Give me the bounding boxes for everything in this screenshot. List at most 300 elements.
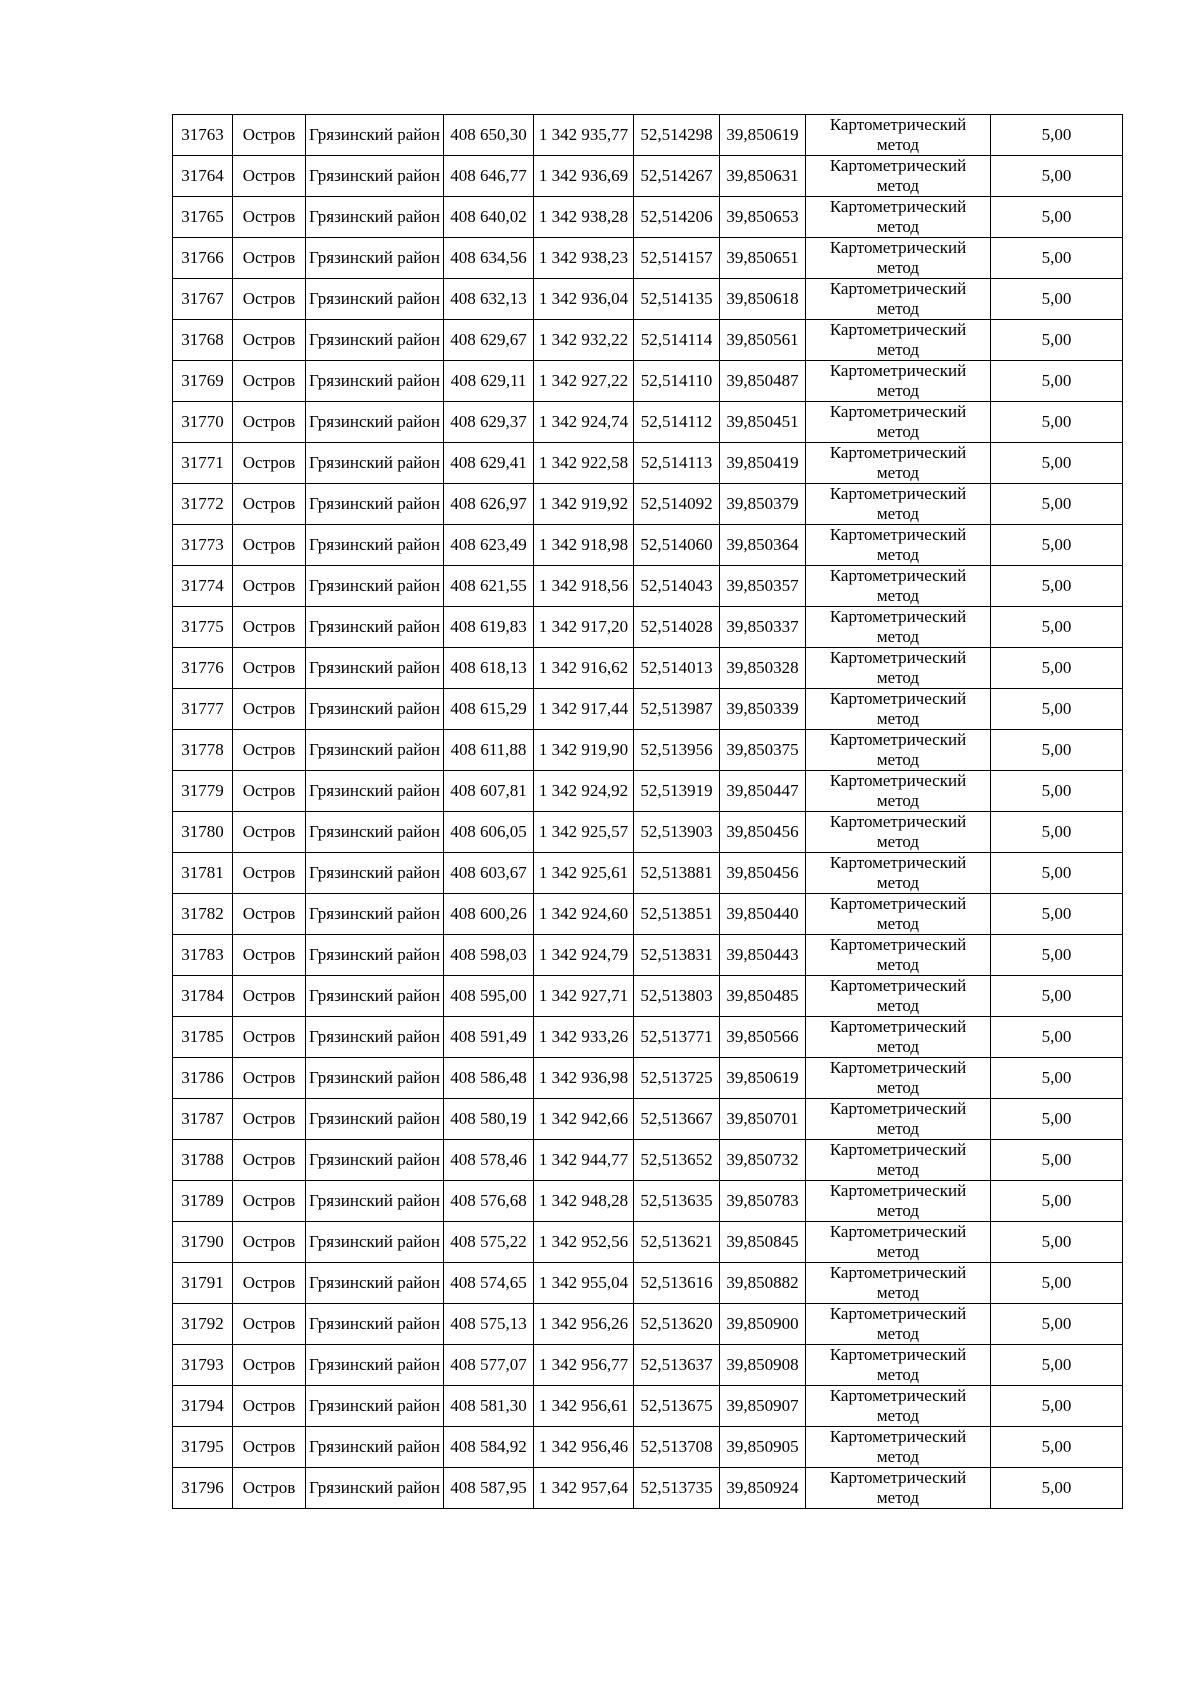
- latitude-cell: 52,514298: [634, 115, 720, 156]
- latitude-cell: 52,514028: [634, 607, 720, 648]
- accuracy-cell: 5,00: [991, 730, 1123, 771]
- table-row: [173, 976, 1123, 1017]
- district-cell: Грязинский район: [306, 279, 444, 320]
- coord-y-cell: 1 342 933,26: [534, 1017, 634, 1058]
- coord-x-cell: 408 618,13: [444, 648, 534, 689]
- point-number-cell: 31771: [173, 443, 233, 484]
- accuracy-cell: 5,00: [991, 238, 1123, 279]
- district-cell: Грязинский район: [306, 1222, 444, 1263]
- table-row: [173, 1058, 1123, 1099]
- accuracy-cell: 5,00: [991, 689, 1123, 730]
- table-row: [173, 689, 1123, 730]
- point-number-cell: 31773: [173, 525, 233, 566]
- latitude-cell: 52,513987: [634, 689, 720, 730]
- method-cell: Картометрический метод: [806, 1099, 991, 1140]
- method-cell: Картометрический метод: [806, 1427, 991, 1468]
- latitude-cell: 52,514114: [634, 320, 720, 361]
- longitude-cell: 39,850618: [720, 279, 806, 320]
- table-row: [173, 156, 1123, 197]
- longitude-cell: 39,850907: [720, 1386, 806, 1427]
- longitude-cell: 39,850653: [720, 197, 806, 238]
- point-number-cell: 31793: [173, 1345, 233, 1386]
- accuracy-cell: 5,00: [991, 566, 1123, 607]
- latitude-cell: 52,514157: [634, 238, 720, 279]
- method-cell: Картометрический метод: [806, 1140, 991, 1181]
- accuracy-cell: 5,00: [991, 1058, 1123, 1099]
- longitude-cell: 39,850561: [720, 320, 806, 361]
- point-number-cell: 31792: [173, 1304, 233, 1345]
- point-number-cell: 31783: [173, 935, 233, 976]
- accuracy-cell: 5,00: [991, 361, 1123, 402]
- point-number-cell: 31790: [173, 1222, 233, 1263]
- table-row: [173, 320, 1123, 361]
- coord-y-cell: 1 342 925,57: [534, 812, 634, 853]
- coord-x-cell: 408 591,49: [444, 1017, 534, 1058]
- district-cell: Грязинский район: [306, 976, 444, 1017]
- method-cell: Картометрический метод: [806, 1181, 991, 1222]
- table-row: [173, 1427, 1123, 1468]
- object-name-cell: Остров: [233, 443, 306, 484]
- district-cell: Грязинский район: [306, 525, 444, 566]
- object-name-cell: Остров: [233, 115, 306, 156]
- object-name-cell: Остров: [233, 525, 306, 566]
- longitude-cell: 39,850357: [720, 566, 806, 607]
- accuracy-cell: 5,00: [991, 484, 1123, 525]
- latitude-cell: 52,513771: [634, 1017, 720, 1058]
- object-name-cell: Остров: [233, 279, 306, 320]
- coord-y-cell: 1 342 932,22: [534, 320, 634, 361]
- object-name-cell: Остров: [233, 1017, 306, 1058]
- coordinates-table: [172, 114, 1123, 1509]
- coord-y-cell: 1 342 922,58: [534, 443, 634, 484]
- point-number-cell: 31774: [173, 566, 233, 607]
- method-cell: Картометрический метод: [806, 976, 991, 1017]
- accuracy-cell: 5,00: [991, 607, 1123, 648]
- latitude-cell: 52,513725: [634, 1058, 720, 1099]
- coord-x-cell: 408 632,13: [444, 279, 534, 320]
- coord-x-cell: 408 600,26: [444, 894, 534, 935]
- method-cell: Картометрический метод: [806, 1017, 991, 1058]
- accuracy-cell: 5,00: [991, 1099, 1123, 1140]
- longitude-cell: 39,850419: [720, 443, 806, 484]
- coord-x-cell: 408 598,03: [444, 935, 534, 976]
- object-name-cell: Остров: [233, 1058, 306, 1099]
- accuracy-cell: 5,00: [991, 1304, 1123, 1345]
- table-body: [173, 115, 1123, 1509]
- table-row: [173, 1468, 1123, 1509]
- coord-y-cell: 1 342 942,66: [534, 1099, 634, 1140]
- method-cell: Картометрический метод: [806, 689, 991, 730]
- table-row: [173, 771, 1123, 812]
- method-cell: Картометрический метод: [806, 320, 991, 361]
- table-row: [173, 1263, 1123, 1304]
- longitude-cell: 39,850905: [720, 1427, 806, 1468]
- object-name-cell: Остров: [233, 1140, 306, 1181]
- accuracy-cell: 5,00: [991, 402, 1123, 443]
- district-cell: Грязинский район: [306, 1427, 444, 1468]
- coord-x-cell: 408 629,41: [444, 443, 534, 484]
- object-name-cell: Остров: [233, 361, 306, 402]
- latitude-cell: 52,513735: [634, 1468, 720, 1509]
- coord-x-cell: 408 629,37: [444, 402, 534, 443]
- method-cell: Картометрический метод: [806, 525, 991, 566]
- longitude-cell: 39,850908: [720, 1345, 806, 1386]
- table-row: [173, 1181, 1123, 1222]
- district-cell: Грязинский район: [306, 853, 444, 894]
- method-cell: Картометрический метод: [806, 443, 991, 484]
- latitude-cell: 52,514112: [634, 402, 720, 443]
- coord-y-cell: 1 342 944,77: [534, 1140, 634, 1181]
- coord-x-cell: 408 606,05: [444, 812, 534, 853]
- coord-y-cell: 1 342 936,04: [534, 279, 634, 320]
- point-number-cell: 31769: [173, 361, 233, 402]
- coord-x-cell: 408 575,22: [444, 1222, 534, 1263]
- latitude-cell: 52,514113: [634, 443, 720, 484]
- coord-x-cell: 408 619,83: [444, 607, 534, 648]
- district-cell: Грязинский район: [306, 115, 444, 156]
- object-name-cell: Остров: [233, 1304, 306, 1345]
- point-number-cell: 31767: [173, 279, 233, 320]
- point-number-cell: 31795: [173, 1427, 233, 1468]
- table-row: [173, 648, 1123, 689]
- district-cell: Грязинский район: [306, 1263, 444, 1304]
- method-cell: Картометрический метод: [806, 238, 991, 279]
- accuracy-cell: 5,00: [991, 443, 1123, 484]
- method-cell: Картометрический метод: [806, 279, 991, 320]
- coord-y-cell: 1 342 924,92: [534, 771, 634, 812]
- coord-x-cell: 408 623,49: [444, 525, 534, 566]
- table-row: [173, 1345, 1123, 1386]
- district-cell: Грязинский район: [306, 771, 444, 812]
- coord-y-cell: 1 342 936,98: [534, 1058, 634, 1099]
- point-number-cell: 31779: [173, 771, 233, 812]
- table-row: [173, 361, 1123, 402]
- longitude-cell: 39,850783: [720, 1181, 806, 1222]
- method-cell: Картометрический метод: [806, 1468, 991, 1509]
- district-cell: Грязинский район: [306, 935, 444, 976]
- method-cell: Картометрический метод: [806, 1345, 991, 1386]
- object-name-cell: Остров: [233, 566, 306, 607]
- longitude-cell: 39,850456: [720, 812, 806, 853]
- longitude-cell: 39,850337: [720, 607, 806, 648]
- accuracy-cell: 5,00: [991, 894, 1123, 935]
- method-cell: Картометрический метод: [806, 156, 991, 197]
- district-cell: Грязинский район: [306, 1181, 444, 1222]
- point-number-cell: 31787: [173, 1099, 233, 1140]
- district-cell: Грязинский район: [306, 1304, 444, 1345]
- accuracy-cell: 5,00: [991, 320, 1123, 361]
- latitude-cell: 52,514013: [634, 648, 720, 689]
- coord-x-cell: 408 575,13: [444, 1304, 534, 1345]
- coord-y-cell: 1 342 925,61: [534, 853, 634, 894]
- coord-y-cell: 1 342 918,98: [534, 525, 634, 566]
- coord-x-cell: 408 626,97: [444, 484, 534, 525]
- object-name-cell: Остров: [233, 1222, 306, 1263]
- district-cell: Грязинский район: [306, 1140, 444, 1181]
- coord-x-cell: 408 629,11: [444, 361, 534, 402]
- point-number-cell: 31768: [173, 320, 233, 361]
- table-row: [173, 238, 1123, 279]
- coord-x-cell: 408 580,19: [444, 1099, 534, 1140]
- coord-y-cell: 1 342 927,22: [534, 361, 634, 402]
- coord-x-cell: 408 611,88: [444, 730, 534, 771]
- method-cell: Картометрический метод: [806, 648, 991, 689]
- district-cell: Грязинский район: [306, 402, 444, 443]
- coord-y-cell: 1 342 919,90: [534, 730, 634, 771]
- district-cell: Грязинский район: [306, 607, 444, 648]
- district-cell: Грязинский район: [306, 689, 444, 730]
- object-name-cell: Остров: [233, 812, 306, 853]
- point-number-cell: 31766: [173, 238, 233, 279]
- object-name-cell: Остров: [233, 689, 306, 730]
- method-cell: Картометрический метод: [806, 1058, 991, 1099]
- accuracy-cell: 5,00: [991, 976, 1123, 1017]
- coord-x-cell: 408 629,67: [444, 320, 534, 361]
- coord-x-cell: 408 581,30: [444, 1386, 534, 1427]
- method-cell: Картометрический метод: [806, 115, 991, 156]
- table-row: [173, 197, 1123, 238]
- method-cell: Картометрический метод: [806, 402, 991, 443]
- latitude-cell: 52,514110: [634, 361, 720, 402]
- district-cell: Грязинский район: [306, 566, 444, 607]
- longitude-cell: 39,850487: [720, 361, 806, 402]
- coord-y-cell: 1 342 957,64: [534, 1468, 634, 1509]
- point-number-cell: 31765: [173, 197, 233, 238]
- table-row: [173, 525, 1123, 566]
- accuracy-cell: 5,00: [991, 197, 1123, 238]
- accuracy-cell: 5,00: [991, 812, 1123, 853]
- district-cell: Грязинский район: [306, 1017, 444, 1058]
- coord-y-cell: 1 342 948,28: [534, 1181, 634, 1222]
- longitude-cell: 39,850732: [720, 1140, 806, 1181]
- longitude-cell: 39,850364: [720, 525, 806, 566]
- table-row: [173, 402, 1123, 443]
- method-cell: Картометрический метод: [806, 771, 991, 812]
- method-cell: Картометрический метод: [806, 730, 991, 771]
- point-number-cell: 31772: [173, 484, 233, 525]
- latitude-cell: 52,513919: [634, 771, 720, 812]
- table-row: [173, 935, 1123, 976]
- coord-y-cell: 1 342 956,26: [534, 1304, 634, 1345]
- longitude-cell: 39,850619: [720, 115, 806, 156]
- coord-y-cell: 1 342 917,20: [534, 607, 634, 648]
- accuracy-cell: 5,00: [991, 115, 1123, 156]
- longitude-cell: 39,850566: [720, 1017, 806, 1058]
- latitude-cell: 52,513635: [634, 1181, 720, 1222]
- object-name-cell: Остров: [233, 730, 306, 771]
- table-row: [173, 1017, 1123, 1058]
- latitude-cell: 52,513620: [634, 1304, 720, 1345]
- longitude-cell: 39,850451: [720, 402, 806, 443]
- accuracy-cell: 5,00: [991, 1140, 1123, 1181]
- coord-x-cell: 408 576,68: [444, 1181, 534, 1222]
- latitude-cell: 52,513675: [634, 1386, 720, 1427]
- method-cell: Картометрический метод: [806, 566, 991, 607]
- longitude-cell: 39,850701: [720, 1099, 806, 1140]
- coord-x-cell: 408 595,00: [444, 976, 534, 1017]
- point-number-cell: 31794: [173, 1386, 233, 1427]
- longitude-cell: 39,850447: [720, 771, 806, 812]
- method-cell: Картометрический метод: [806, 197, 991, 238]
- method-cell: Картометрический метод: [806, 361, 991, 402]
- object-name-cell: Остров: [233, 484, 306, 525]
- coord-y-cell: 1 342 956,61: [534, 1386, 634, 1427]
- object-name-cell: Остров: [233, 976, 306, 1017]
- method-cell: Картометрический метод: [806, 484, 991, 525]
- table-row: [173, 894, 1123, 935]
- longitude-cell: 39,850339: [720, 689, 806, 730]
- district-cell: Грязинский район: [306, 1386, 444, 1427]
- object-name-cell: Остров: [233, 1386, 306, 1427]
- longitude-cell: 39,850456: [720, 853, 806, 894]
- object-name-cell: Остров: [233, 238, 306, 279]
- method-cell: Картометрический метод: [806, 894, 991, 935]
- point-number-cell: 31780: [173, 812, 233, 853]
- table-row: [173, 812, 1123, 853]
- point-number-cell: 31784: [173, 976, 233, 1017]
- latitude-cell: 52,514206: [634, 197, 720, 238]
- coord-x-cell: 408 578,46: [444, 1140, 534, 1181]
- accuracy-cell: 5,00: [991, 279, 1123, 320]
- accuracy-cell: 5,00: [991, 648, 1123, 689]
- object-name-cell: Остров: [233, 320, 306, 361]
- method-cell: Картометрический метод: [806, 853, 991, 894]
- accuracy-cell: 5,00: [991, 853, 1123, 894]
- latitude-cell: 52,513708: [634, 1427, 720, 1468]
- district-cell: Грязинский район: [306, 1468, 444, 1509]
- latitude-cell: 52,514135: [634, 279, 720, 320]
- latitude-cell: 52,513831: [634, 935, 720, 976]
- coord-x-cell: 408 586,48: [444, 1058, 534, 1099]
- method-cell: Картометрический метод: [806, 935, 991, 976]
- point-number-cell: 31789: [173, 1181, 233, 1222]
- longitude-cell: 39,850375: [720, 730, 806, 771]
- object-name-cell: Остров: [233, 1427, 306, 1468]
- accuracy-cell: 5,00: [991, 1263, 1123, 1304]
- accuracy-cell: 5,00: [991, 1345, 1123, 1386]
- object-name-cell: Остров: [233, 607, 306, 648]
- object-name-cell: Остров: [233, 771, 306, 812]
- coord-x-cell: 408 615,29: [444, 689, 534, 730]
- coord-y-cell: 1 342 955,04: [534, 1263, 634, 1304]
- table-row: [173, 1386, 1123, 1427]
- longitude-cell: 39,850631: [720, 156, 806, 197]
- coord-x-cell: 408 574,65: [444, 1263, 534, 1304]
- latitude-cell: 52,514060: [634, 525, 720, 566]
- object-name-cell: Остров: [233, 1263, 306, 1304]
- object-name-cell: Остров: [233, 894, 306, 935]
- coord-y-cell: 1 342 916,62: [534, 648, 634, 689]
- longitude-cell: 39,850619: [720, 1058, 806, 1099]
- coord-x-cell: 408 603,67: [444, 853, 534, 894]
- district-cell: Грязинский район: [306, 361, 444, 402]
- coord-y-cell: 1 342 924,60: [534, 894, 634, 935]
- object-name-cell: Остров: [233, 648, 306, 689]
- coord-y-cell: 1 342 924,79: [534, 935, 634, 976]
- accuracy-cell: 5,00: [991, 935, 1123, 976]
- latitude-cell: 52,514092: [634, 484, 720, 525]
- table-row: [173, 1222, 1123, 1263]
- longitude-cell: 39,850485: [720, 976, 806, 1017]
- district-cell: Грязинский район: [306, 1058, 444, 1099]
- coord-y-cell: 1 342 952,56: [534, 1222, 634, 1263]
- coord-y-cell: 1 342 927,71: [534, 976, 634, 1017]
- method-cell: Картометрический метод: [806, 1222, 991, 1263]
- object-name-cell: Остров: [233, 197, 306, 238]
- latitude-cell: 52,513803: [634, 976, 720, 1017]
- district-cell: Грязинский район: [306, 1345, 444, 1386]
- district-cell: Грязинский район: [306, 156, 444, 197]
- district-cell: Грязинский район: [306, 197, 444, 238]
- method-cell: Картометрический метод: [806, 1386, 991, 1427]
- table-row: [173, 607, 1123, 648]
- latitude-cell: 52,513851: [634, 894, 720, 935]
- table-row: [173, 115, 1123, 156]
- coord-x-cell: 408 584,92: [444, 1427, 534, 1468]
- latitude-cell: 52,513881: [634, 853, 720, 894]
- longitude-cell: 39,850845: [720, 1222, 806, 1263]
- longitude-cell: 39,850328: [720, 648, 806, 689]
- district-cell: Грязинский район: [306, 648, 444, 689]
- coord-y-cell: 1 342 924,74: [534, 402, 634, 443]
- accuracy-cell: 5,00: [991, 771, 1123, 812]
- coord-x-cell: 408 587,95: [444, 1468, 534, 1509]
- longitude-cell: 39,850379: [720, 484, 806, 525]
- object-name-cell: Остров: [233, 156, 306, 197]
- accuracy-cell: 5,00: [991, 1181, 1123, 1222]
- table-row: [173, 1304, 1123, 1345]
- longitude-cell: 39,850924: [720, 1468, 806, 1509]
- latitude-cell: 52,513667: [634, 1099, 720, 1140]
- accuracy-cell: 5,00: [991, 525, 1123, 566]
- latitude-cell: 52,513637: [634, 1345, 720, 1386]
- longitude-cell: 39,850440: [720, 894, 806, 935]
- object-name-cell: Остров: [233, 853, 306, 894]
- point-number-cell: 31775: [173, 607, 233, 648]
- accuracy-cell: 5,00: [991, 156, 1123, 197]
- point-number-cell: 31786: [173, 1058, 233, 1099]
- longitude-cell: 39,850900: [720, 1304, 806, 1345]
- district-cell: Грязинский район: [306, 443, 444, 484]
- accuracy-cell: 5,00: [991, 1427, 1123, 1468]
- table-row: [173, 443, 1123, 484]
- latitude-cell: 52,513652: [634, 1140, 720, 1181]
- latitude-cell: 52,514267: [634, 156, 720, 197]
- table-row: [173, 1140, 1123, 1181]
- point-number-cell: 31796: [173, 1468, 233, 1509]
- coord-x-cell: 408 621,55: [444, 566, 534, 607]
- table-row: [173, 730, 1123, 771]
- coord-x-cell: 408 577,07: [444, 1345, 534, 1386]
- table-row: [173, 484, 1123, 525]
- latitude-cell: 52,513616: [634, 1263, 720, 1304]
- table-row: [173, 1099, 1123, 1140]
- coord-x-cell: 408 650,30: [444, 115, 534, 156]
- latitude-cell: 52,514043: [634, 566, 720, 607]
- longitude-cell: 39,850443: [720, 935, 806, 976]
- coord-y-cell: 1 342 938,23: [534, 238, 634, 279]
- coord-y-cell: 1 342 917,44: [534, 689, 634, 730]
- method-cell: Картометрический метод: [806, 1304, 991, 1345]
- coord-y-cell: 1 342 935,77: [534, 115, 634, 156]
- point-number-cell: 31776: [173, 648, 233, 689]
- object-name-cell: Остров: [233, 1468, 306, 1509]
- coord-y-cell: 1 342 956,77: [534, 1345, 634, 1386]
- district-cell: Грязинский район: [306, 730, 444, 771]
- longitude-cell: 39,850651: [720, 238, 806, 279]
- object-name-cell: Остров: [233, 402, 306, 443]
- accuracy-cell: 5,00: [991, 1386, 1123, 1427]
